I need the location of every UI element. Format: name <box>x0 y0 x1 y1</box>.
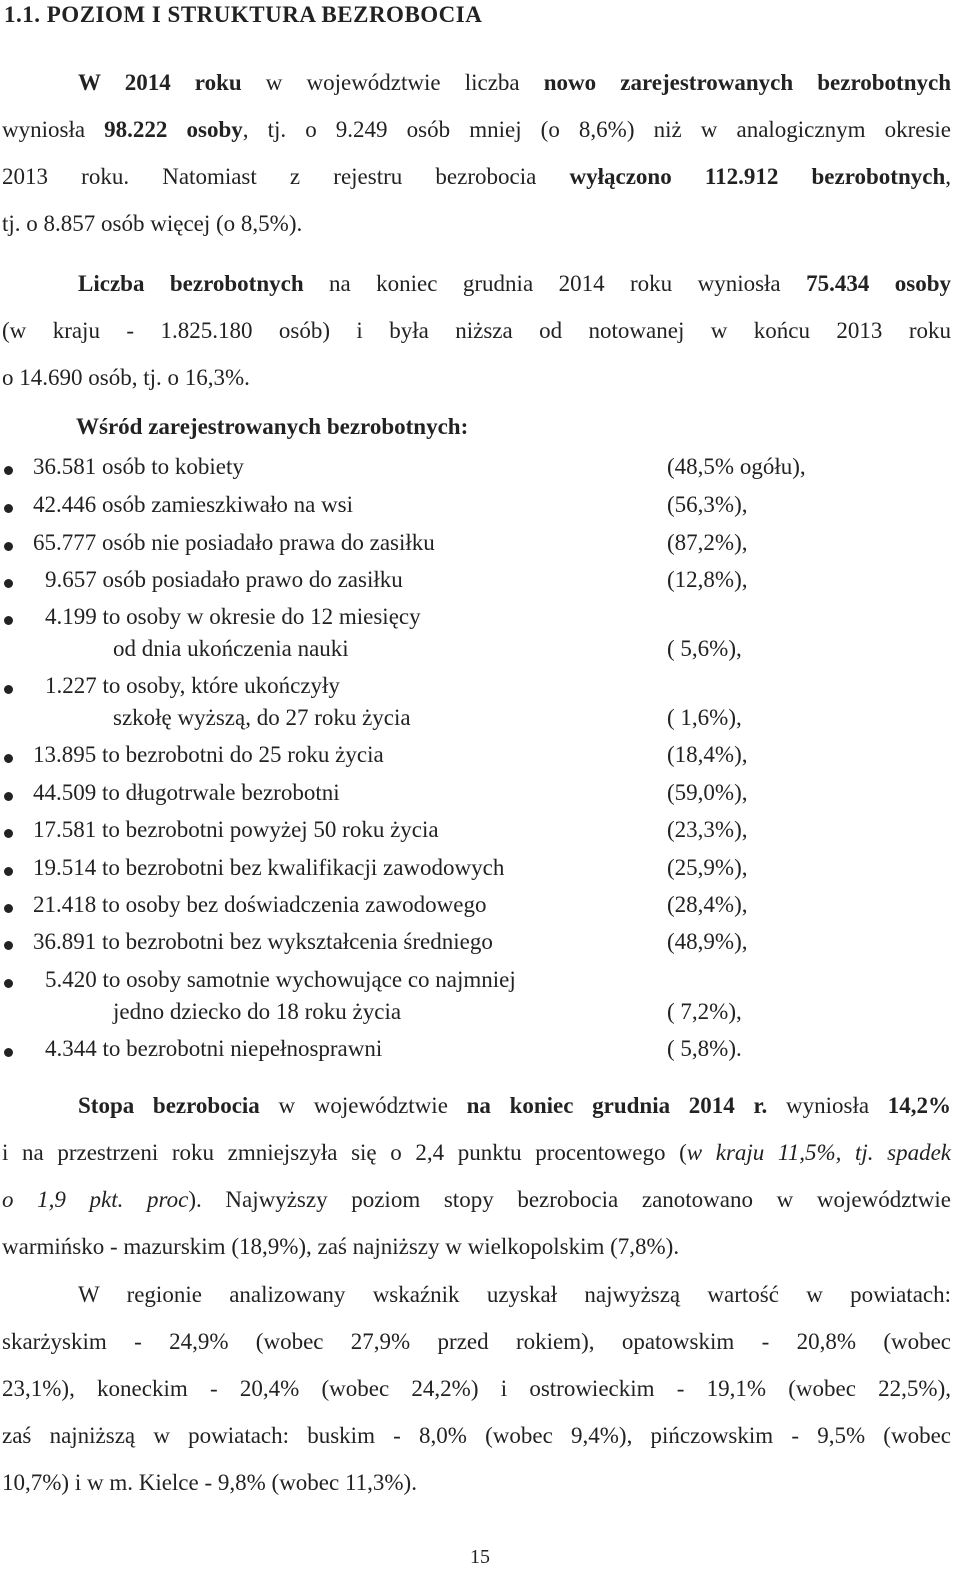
list-item-text: 17.581 to bezrobotni powyżej 50 roku życia <box>33 817 439 842</box>
p1-line-2 <box>2 117 951 143</box>
list-item-percent: (48,9%), <box>667 929 748 954</box>
p1-text-1: w województwie liczba <box>241 70 544 95</box>
bullet-icon <box>4 941 13 950</box>
p3-text-1d: wyniosła <box>767 1093 888 1118</box>
bullet-icon <box>4 542 13 551</box>
p1-text-3c: , <box>945 164 951 189</box>
list-item-percent: ( 5,6%), <box>667 636 742 661</box>
list-item-percent: (48,5% ogółu), <box>667 454 806 479</box>
section-heading: 1.1. POZIOM I STRUKTURA BEZROBOCIA <box>4 2 483 27</box>
p2-bold-count-label: Liczba bezrobotnych <box>78 271 304 296</box>
page-number: 15 <box>470 1546 490 1568</box>
list-item-percent: (87,2%), <box>667 530 748 555</box>
list-item-text: 13.895 to bezrobotni do 25 roku życia <box>33 742 384 767</box>
bullet-icon <box>4 754 13 763</box>
list-item-text: 44.509 to długotrwale bezrobotni <box>33 780 340 805</box>
bullet-icon <box>4 616 13 625</box>
bullet-icon <box>4 904 13 913</box>
bullet-icon <box>4 979 13 988</box>
list-item-text: 5.420 to osoby samotnie wychowujące co najmniej <box>45 967 516 992</box>
list-item-percent: (12,8%), <box>667 567 748 592</box>
p1-bold-count: 98.222 osoby <box>104 117 243 142</box>
list-item-text: 21.418 to osoby bez doświadczenia zawodowego <box>33 892 487 917</box>
list-item-text: 36.891 to bezrobotni bez wykształcenia średniego <box>33 929 493 954</box>
list-item-percent: ( 1,6%), <box>667 705 742 730</box>
p1-line-1 <box>78 70 951 96</box>
bullet-icon <box>4 792 13 801</box>
p2-line-1 <box>78 271 951 297</box>
list-item-text: 4.199 to osoby w okresie do 12 miesięcy <box>45 604 421 629</box>
p2-bold-count: 75.434 osoby <box>806 271 951 296</box>
p3-line-3 <box>2 1187 951 1213</box>
list-item-text-continued: szkołę wyższą, do 27 roku życia <box>113 705 411 730</box>
p4-line-5: 10,7%) i w m. Kielce - 9,8% (wobec 11,3%). <box>2 1470 417 1495</box>
p1-bold-excluded: wyłączono 112.912 bezrobotnych <box>569 164 946 189</box>
p1-text-2c: , tj. o 9.249 osób mniej (o 8,6%) niż w analogicznym okresie <box>242 117 951 142</box>
bullet-icon <box>4 829 13 838</box>
p3-italic-country: w kraju 11,5%, tj. spadek <box>686 1140 951 1165</box>
p1-line-3 <box>2 164 951 190</box>
bullet-icon <box>4 1048 13 1057</box>
list-item-text: 42.446 osób zamieszkiwało na wsi <box>33 492 354 517</box>
bullet-icon <box>4 466 13 475</box>
p3-text-3b: ). Najwyższy poziom stopy bezrobocia zanotowano w województwie <box>188 1187 952 1212</box>
p4-line-4: zaś najniższą w powiatach: buskim - 8,0% (wobec 9,4%), pińczowskim - 9,5% (wobec <box>2 1423 951 1448</box>
p1-bold-year: W 2014 roku <box>78 70 242 95</box>
list-item-text: 65.777 osób nie posiadało prawa do zasiłku <box>33 530 435 555</box>
list-item-text: 19.514 to bezrobotni bez kwalifikacji zawodowych <box>33 855 505 880</box>
p3-bold-value: 14,2% <box>887 1093 951 1118</box>
list-item-text-continued: jedno dziecko do 18 roku życia <box>113 999 402 1024</box>
p4-line-1: W regionie analizowany wskaźnik uzyskał najwyższą wartość w powiatach: <box>78 1282 951 1307</box>
list-title: Wśród zarejestrowanych bezrobotnych: <box>76 414 469 439</box>
list-item-percent: (18,4%), <box>667 742 748 767</box>
p4-line-3: 23,1%), koneckim - 20,4% (wobec 24,2%) i ostrowieckim - 19,1% (wobec 22,5%), <box>2 1376 951 1401</box>
list-item-percent: (59,0%), <box>667 780 748 805</box>
bullet-icon <box>4 504 13 513</box>
list-item-percent: (56,3%), <box>667 492 748 517</box>
bullet-icon <box>4 579 13 588</box>
list-item-text-continued: od dnia ukończenia nauki <box>113 636 349 661</box>
p1-bold-new-registered: nowo zarejestrowanych bezrobotnych <box>543 70 951 95</box>
p1-text-3a: 2013 roku. Natomiast z rejestru bezrobocia <box>2 164 570 189</box>
p3-line-2 <box>2 1140 951 1166</box>
list-item-percent: ( 5,8%). <box>667 1036 742 1061</box>
p3-text-1b: w województwie <box>259 1093 467 1118</box>
list-item-text: 36.581 osób to kobiety <box>33 454 244 479</box>
p3-italic-points: o 1,9 pkt. proc <box>2 1187 189 1212</box>
list-item-text: 4.344 to bezrobotni niepełnosprawni <box>45 1036 383 1061</box>
list-item-percent: (25,9%), <box>667 855 748 880</box>
bullet-icon <box>4 867 13 876</box>
p1-line-4: tj. o 8.857 osób więcej (o 8,5%). <box>2 211 303 236</box>
p2-text-1b: na koniec grudnia 2014 roku wyniosła <box>303 271 807 296</box>
list-item-text: 1.227 to osoby, które ukończyły <box>45 673 340 698</box>
list-item-text: 9.657 osób posiadało prawo do zasiłku <box>45 567 403 592</box>
bullet-icon <box>4 685 13 694</box>
p1-text-2a: wyniosła <box>2 117 105 142</box>
p3-line-1 <box>78 1093 951 1119</box>
list-item-percent: (23,3%), <box>667 817 748 842</box>
p4-line-2: skarżyskim - 24,9% (wobec 27,9% przed rokiem), opatowskim - 20,8% (wobec <box>2 1329 951 1354</box>
p3-bold-date: na koniec grudnia 2014 r. <box>466 1093 768 1118</box>
p2-line-3: o 14.690 osób, tj. o 16,3%. <box>2 365 250 390</box>
list-item-percent: (28,4%), <box>667 892 748 917</box>
p2-line-2: (w kraju - 1.825.180 osób) i była niższa od notowanej w końcu 2013 roku <box>2 318 951 343</box>
p3-line-4: warmińsko - mazurskim (18,9%), zaś najniższy w wielkopolskim (7,8%). <box>2 1234 680 1259</box>
p3-bold-rate: Stopa bezrobocia <box>78 1093 260 1118</box>
p3-text-2a: i na przestrzeni roku zmniejszyła się o 2,4 punktu procentowego ( <box>2 1140 687 1165</box>
list-item-percent: ( 7,2%), <box>667 999 742 1024</box>
